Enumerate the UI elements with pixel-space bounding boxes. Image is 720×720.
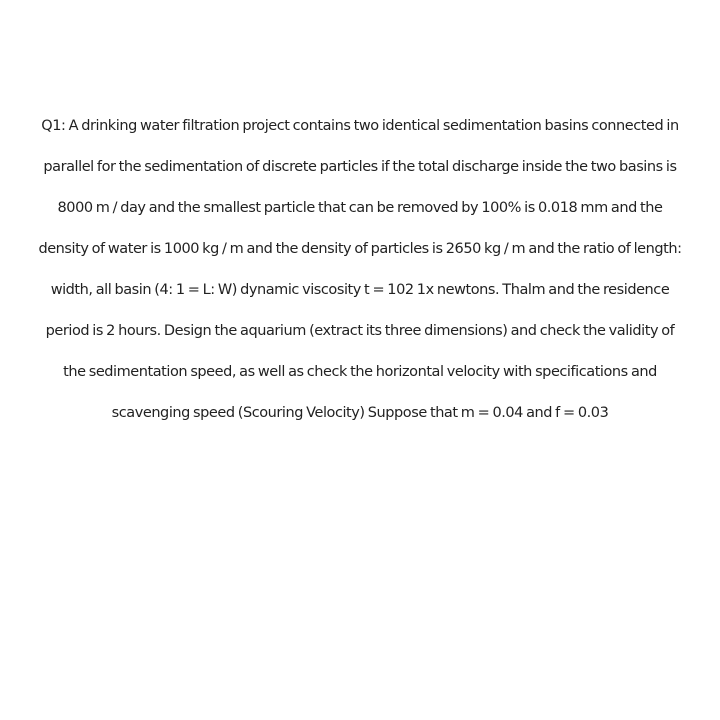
question-line-1: Q1: A drinking water filtration project contains two identical sedimentation basins connected in bbox=[41, 118, 679, 134]
question-line-8: scavenging speed (Scouring Velocity) Suppose that m = 0.04 and f = 0.03 bbox=[111, 405, 609, 421]
question-line-7: the sedimentation speed, as well as check the horizontal velocity with specifications and bbox=[63, 364, 657, 380]
question-text bbox=[20, 106, 700, 434]
question-line-4: density of water is 1000 kg / m and the density of particles is 2650 kg / m and the ratio of length: bbox=[38, 241, 682, 257]
question-line-6: period is 2 hours. Design the aquarium (extract its three dimensions) and check the validity of bbox=[45, 323, 675, 339]
question-line-2: parallel for the sedimentation of discrete particles if the total discharge inside the two basins is bbox=[43, 159, 677, 175]
question-line-3: 8000 m / day and the smallest particle that can be removed by 100% is 0.018 mm and the bbox=[57, 200, 663, 216]
question-line-5: width, all basin (4: 1 = L: W) dynamic viscosity t = 102 1x newtons. Thalm and the residence bbox=[50, 282, 670, 298]
